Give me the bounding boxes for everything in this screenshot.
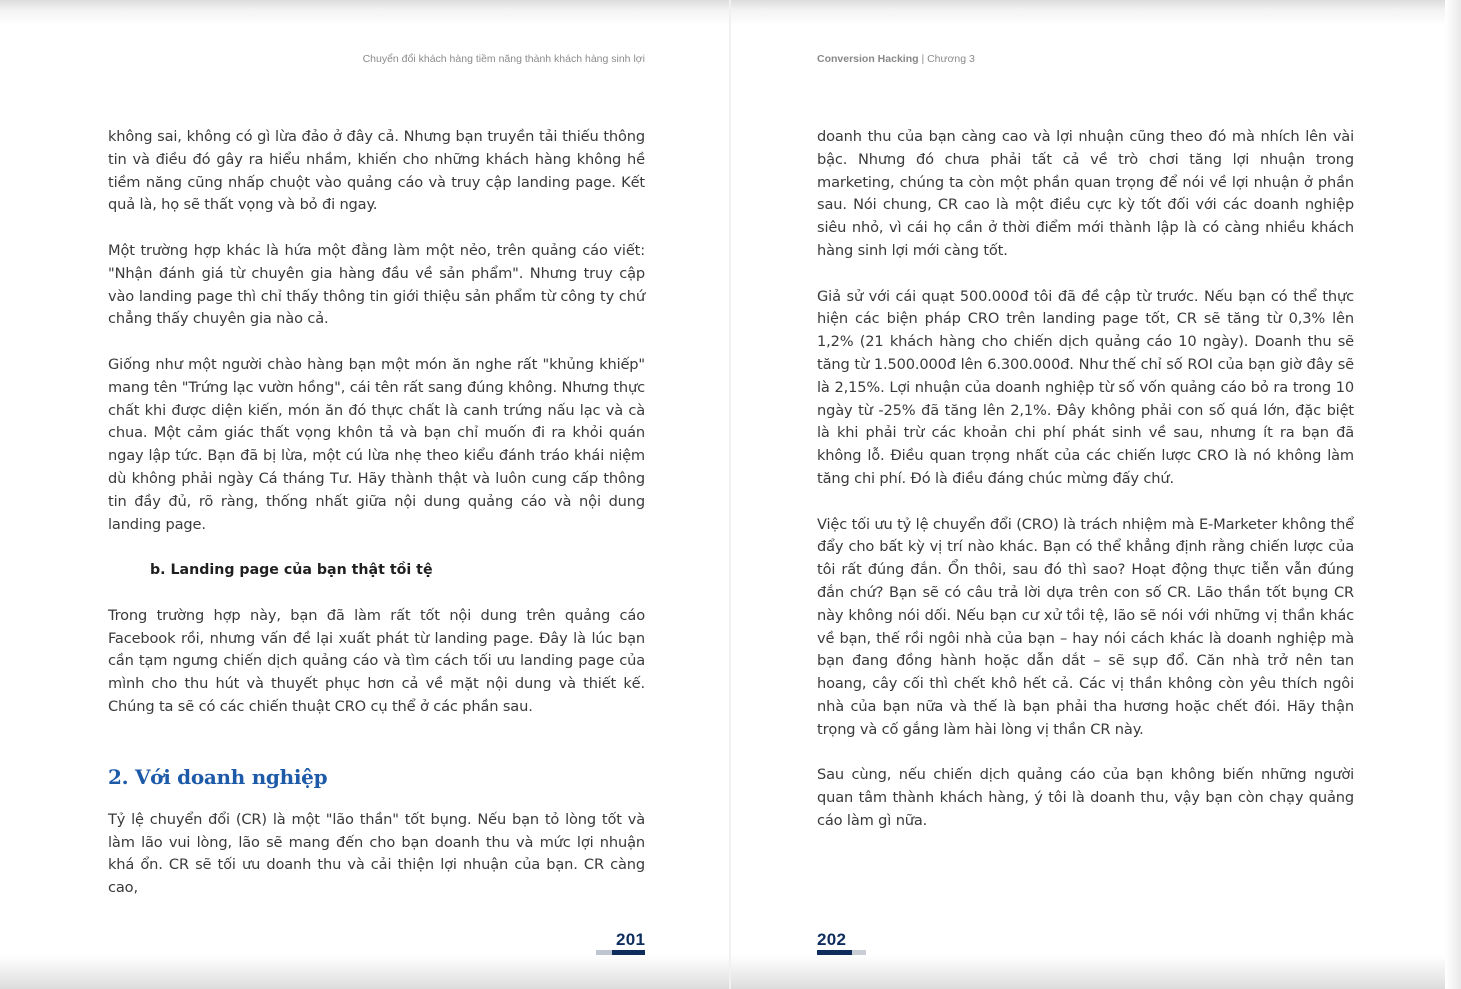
running-header-left: Chuyển đổi khách hàng tiềm năng thành khách hàng sinh lợi (362, 53, 645, 65)
page-edge-shadow (1445, 0, 1461, 989)
paragraph: doanh thu của bạn càng cao và lợi nhuận cũng theo đó mà nhích lên vài bậc. Nhưng đó chưa phải tất cả về trò chơi tăng lợi nhuận trong marketing, chúng ta còn một phần quan trọng để nói về lợi nhuận ở phần sau. Nói chung, CR cao là một điều cực kỳ tốt đối với các doanh nghiệp siêu nhỏ, vì cái họ cần ở thời điểm mới thành lập là có càng nhiều khách hàng sinh lợi mới càng tốt. (817, 128, 1354, 259)
page-number-left: 201 (616, 930, 646, 949)
paragraph: Tỷ lệ chuyển đổi (CR) là một "lão thần" tốt bụng. Nếu bạn tỏ lòng tốt và làm lão vui lòng, lão sẽ mang đến cho bạn doanh thu và mức lợi nhuận khá ổn. CR sẽ tối ưu doanh thu và cải thiện lợi nhuận của bạn. CR càng cao, (108, 810, 645, 897)
paragraph: Sau cùng, nếu chiến dịch quảng cáo của bạn không biến những người quan tâm thành khách hàng, ý tôi là doanh thu, vậy bạn còn chạy quảng cáo làm gì nữa. (817, 766, 1354, 829)
running-header-chapter: | Chương 3 (918, 53, 975, 65)
left-page (0, 0, 730, 989)
page-number-bar-left (596, 950, 645, 955)
paragraph: Giả sử với cái quạt 500.000đ tôi đã đề cập từ trước. Nếu bạn có thể thực hiện các biện pháp CRO trên landing page tốt, CR sẽ tăng từ 0,3% lên 1,2% (21 khách hàng cho chiến dịch quảng cáo 10 ngày). Doanh thu sẽ tăng từ 1.500.000đ lên 6.300.000đ. Như thế chỉ số ROI của bạn giờ đây sẽ là 2,15%. Lợi nhuận của doanh nghiệp từ số vốn quảng cáo bỏ ra trong 10 ngày từ -25% đã tăng lên 2,1%. Đây không phải con số quá lớn, đặc biệt là khi phải trừ các khoản chi phí phát sinh về sau, nhưng ít ra bạn đã không lỗ. Điều quan trọng nhất của các chiến lược CRO là nó không làm tăng chi phí. Đó là điều đáng chúc mừng đấy chứ. (817, 287, 1354, 487)
paragraph: không sai, không có gì lừa đảo ở đây cả. Nhưng bạn truyền tải thiếu thông tin và điều đó gây ra hiểu nhầm, khiến cho những khách hàng không hề tiềm năng cũng nhấp chuột vào quảng cáo và truy cập landing page. Kết quả là, họ sẽ thất vọng và bỏ đi ngay. (108, 128, 645, 214)
subheading: b. Landing page của bạn thật tồi tệ (150, 562, 433, 579)
left-text-column (108, 126, 645, 923)
right-text-column (817, 126, 1354, 856)
running-header-book-title: Conversion Hacking (817, 53, 919, 65)
paragraph: Trong trường hợp này, bạn đã làm rất tốt nội dung trên quảng cáo Facebook rồi, nhưng vấn đề lại xuất phát từ landing page. Đây là lúc bạn cần tạm ngưng chiến dịch quảng cáo và tìm cách tối ưu landing page của mình cho thu hút và thuyết phục hơn cả về mặt nội dung và thiết kế. Chúng ta sẽ có các chiến thuật CRO cụ thể ở các phần sau. (108, 606, 645, 715)
paragraph: Giống như một người chào hàng bạn một món ăn nghe rất "khủng khiếp" mang tên "Trứng lạc vườn hồng", cái tên rất sang đúng không. Nhưng thực chất khi được diện kiến, món ăn đó thực chất là canh trứng nấu lạc và cà chua. Một cảm giác thất vọng khôn tả và bạn chỉ muốn đi ra khỏi quán ngay lập tức. Bạn đã bị lừa, một cú lừa nhẹ theo kiểu đánh tráo khái niệm dù không phải ngày Cá tháng Tư. Hãy thành thật và luôn cung cấp thông tin đầy đủ, rõ ràng, thống nhất giữa nội dung quảng cáo và nội dung landing page. (108, 355, 645, 533)
paragraph: Việc tối ưu tỷ lệ chuyển đổi (CRO) là trách nhiệm mà E-Marketer không thể đẩy cho bất kỳ vị trí nào khác. Bạn có thể khẳng định rằng chiến lược của tôi rất đúng đắn. Ổn thôi, sau đó thì sao? Hoạt động thực tiễn vẫn đúng đắn chứ? Bạn sẽ có câu trả lời dựa trên con số CR. Lão thần tốt bụng CR này không nói dối. Nếu bạn cư xử tồi tệ, lão sẽ nói với những vị thần khác về bạn, thế rồi ngôi nhà của bạn – hay nói cách khác là doanh nghiệp mà bạn đang đồng hành hoặc dẫn dắt – sẽ sụp đổ. Căn nhà trở nên tan hoang, cây cối thì chết khô hết cả. Các vị thần không còn yêu thích ngôi nhà của bạn nữa và thế là bạn phải tha hương hoặc chết đói. Hãy thận trọng và cố gắng làm hài lòng vị thần CR này. (817, 515, 1354, 738)
paragraph: Một trường hợp khác là hứa một đằng làm một nẻo, trên quảng cáo viết: "Nhận đánh giá từ chuyên gia hàng đầu về sản phẩm". Nhưng truy cập vào landing page thì chỉ thấy thông tin giới thiệu sản phẩm từ công ty chứ chẳng thấy chuyên gia nào cả. (108, 241, 645, 328)
page-number-bar-right (817, 950, 866, 955)
section-heading: 2. Với doanh nghiệp (108, 764, 328, 789)
page-number-right: 202 (817, 930, 847, 949)
running-header-right (817, 53, 975, 65)
right-page (731, 0, 1461, 989)
